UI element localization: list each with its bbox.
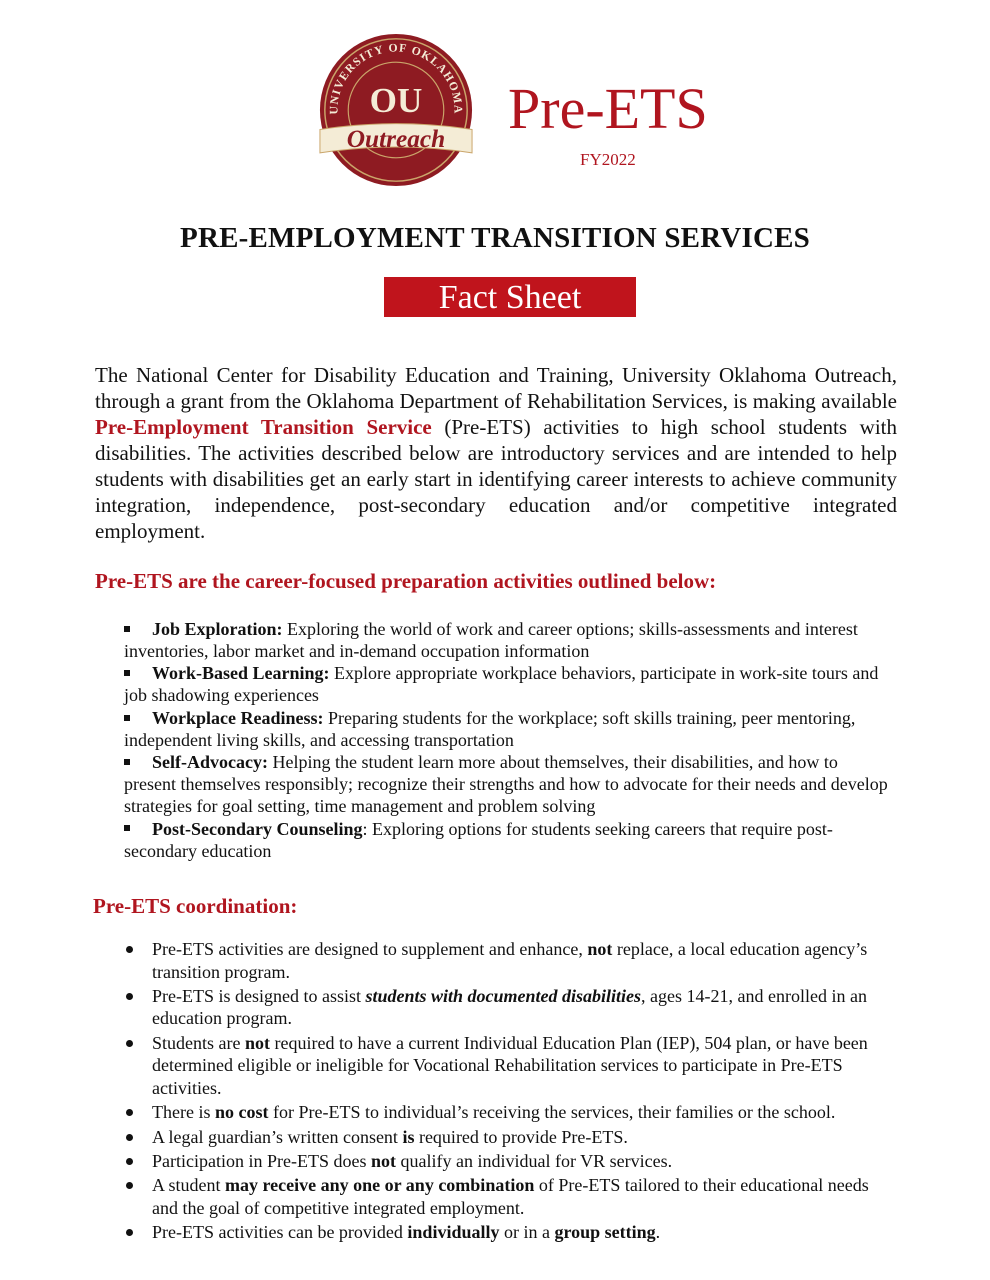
list-item: Students are not required to have a current Individual Education Plan (IEP), 504 plan, or have been determined eligible or ineligible for Vocational Rehabilitation services to participate in Pre-ETS activities. <box>124 1032 894 1100</box>
list-item: There is no cost for Pre-ETS to individual’s receiving the services, their families or the school. <box>124 1101 894 1124</box>
activity-term: Self-Advocacy: <box>152 752 268 773</box>
bullet-icon <box>126 1109 133 1116</box>
bullet-icon <box>126 1040 133 1047</box>
activity-term: Job Exploration: <box>152 619 283 639</box>
square-bullet-icon <box>124 759 130 765</box>
list-item: A legal guardian’s written consent is required to provide Pre-ETS. <box>124 1126 894 1149</box>
ou-outreach-logo <box>318 32 474 188</box>
square-bullet-icon <box>124 825 130 831</box>
coordination-heading: Pre-ETS coordination: <box>93 894 298 918</box>
square-bullet-icon <box>124 626 130 632</box>
square-bullet-icon <box>124 715 130 721</box>
activities-heading: Pre-ETS are the career-focused preparation activities outlined below: <box>95 569 717 593</box>
list-item <box>124 618 894 662</box>
bullet-icon <box>126 1134 133 1141</box>
activity-text: Exploring the world of work and career options; skills-assessments and interest inventories, labor market and in-demand occupation information <box>124 619 858 661</box>
bullet-icon <box>126 1182 133 1189</box>
activity-text: : Exploring options for students seeking careers that require post-secondary education <box>124 818 833 861</box>
fact-sheet-badge: Fact Sheet <box>384 277 636 317</box>
bullet-icon <box>126 993 133 1000</box>
list-item <box>124 751 894 817</box>
list-item: Pre-ETS is designed to assist students with documented disabilities, ages 14-21, and enrolled in an education program. <box>124 985 894 1030</box>
coordination-list <box>124 938 894 1245</box>
activity-text: Explore appropriate workplace behaviors, participate in work-site tours and job shadowing experiences <box>124 663 879 706</box>
activities-list <box>124 618 894 862</box>
intro-paragraph <box>95 362 897 544</box>
page-title: PRE-EMPLOYMENT TRANSITION SERVICES <box>180 222 810 254</box>
logo-script: Outreach <box>346 125 446 154</box>
list-item: A student may receive any one or any combination of Pre-ETS tailored to their educational needs and the goal of competitive integrated employment. <box>124 1174 894 1219</box>
logo-mark: OU <box>369 80 423 120</box>
list-item: Pre-ETS activities are designed to supplement and enhance, not replace, a local education agency’s transition program. <box>124 938 894 983</box>
list-item <box>124 818 894 862</box>
activity-text: Helping the student learn more about themselves, their disabilities, and how to present themselves responsibly; recognize their strengths and how to advocate for their needs and develop strategies for goal setting, time management and problem solving <box>124 752 888 817</box>
bullet-icon <box>126 946 133 953</box>
activity-text: Preparing students for the workplace; soft skills training, peer mentoring, independent living skills, and accessing transportation <box>124 707 856 750</box>
bullet-icon <box>126 1229 133 1236</box>
activity-term: Post-Secondary Counseling <box>152 818 363 839</box>
list-item <box>124 707 894 751</box>
activity-term: Workplace Readiness: <box>152 707 324 728</box>
list-item <box>124 662 894 706</box>
bullet-icon <box>126 1158 133 1165</box>
intro-highlight: Pre-Employment Transition Service <box>95 415 432 439</box>
logo-ring-text: UNIVERSITY OF OKLAHOMA <box>327 41 465 115</box>
brand-title: Pre-ETS <box>508 76 708 141</box>
intro-text-end: (Pre-ETS) activities to high school students with disabilities. The activities described below are introductory services and are intended to help students with disabilities get an early start in identifying career interests to achieve community integration, independence, post-secondary education and/or competitive integrated employment. <box>95 415 898 543</box>
activity-term: Work-Based Learning: <box>152 663 330 684</box>
list-item: Participation in Pre-ETS does not qualify an individual for VR services. <box>124 1150 894 1173</box>
intro-text-start: The National Center for Disability Education and Training, University Oklahoma Outreach, through a grant from the Oklahoma Department of Rehabilitation Services, is making available <box>95 363 897 413</box>
brand-subtitle: FY2022 <box>580 150 636 169</box>
list-item: Pre-ETS activities can be provided individually or in a group setting. <box>124 1221 894 1244</box>
square-bullet-icon <box>124 670 130 676</box>
